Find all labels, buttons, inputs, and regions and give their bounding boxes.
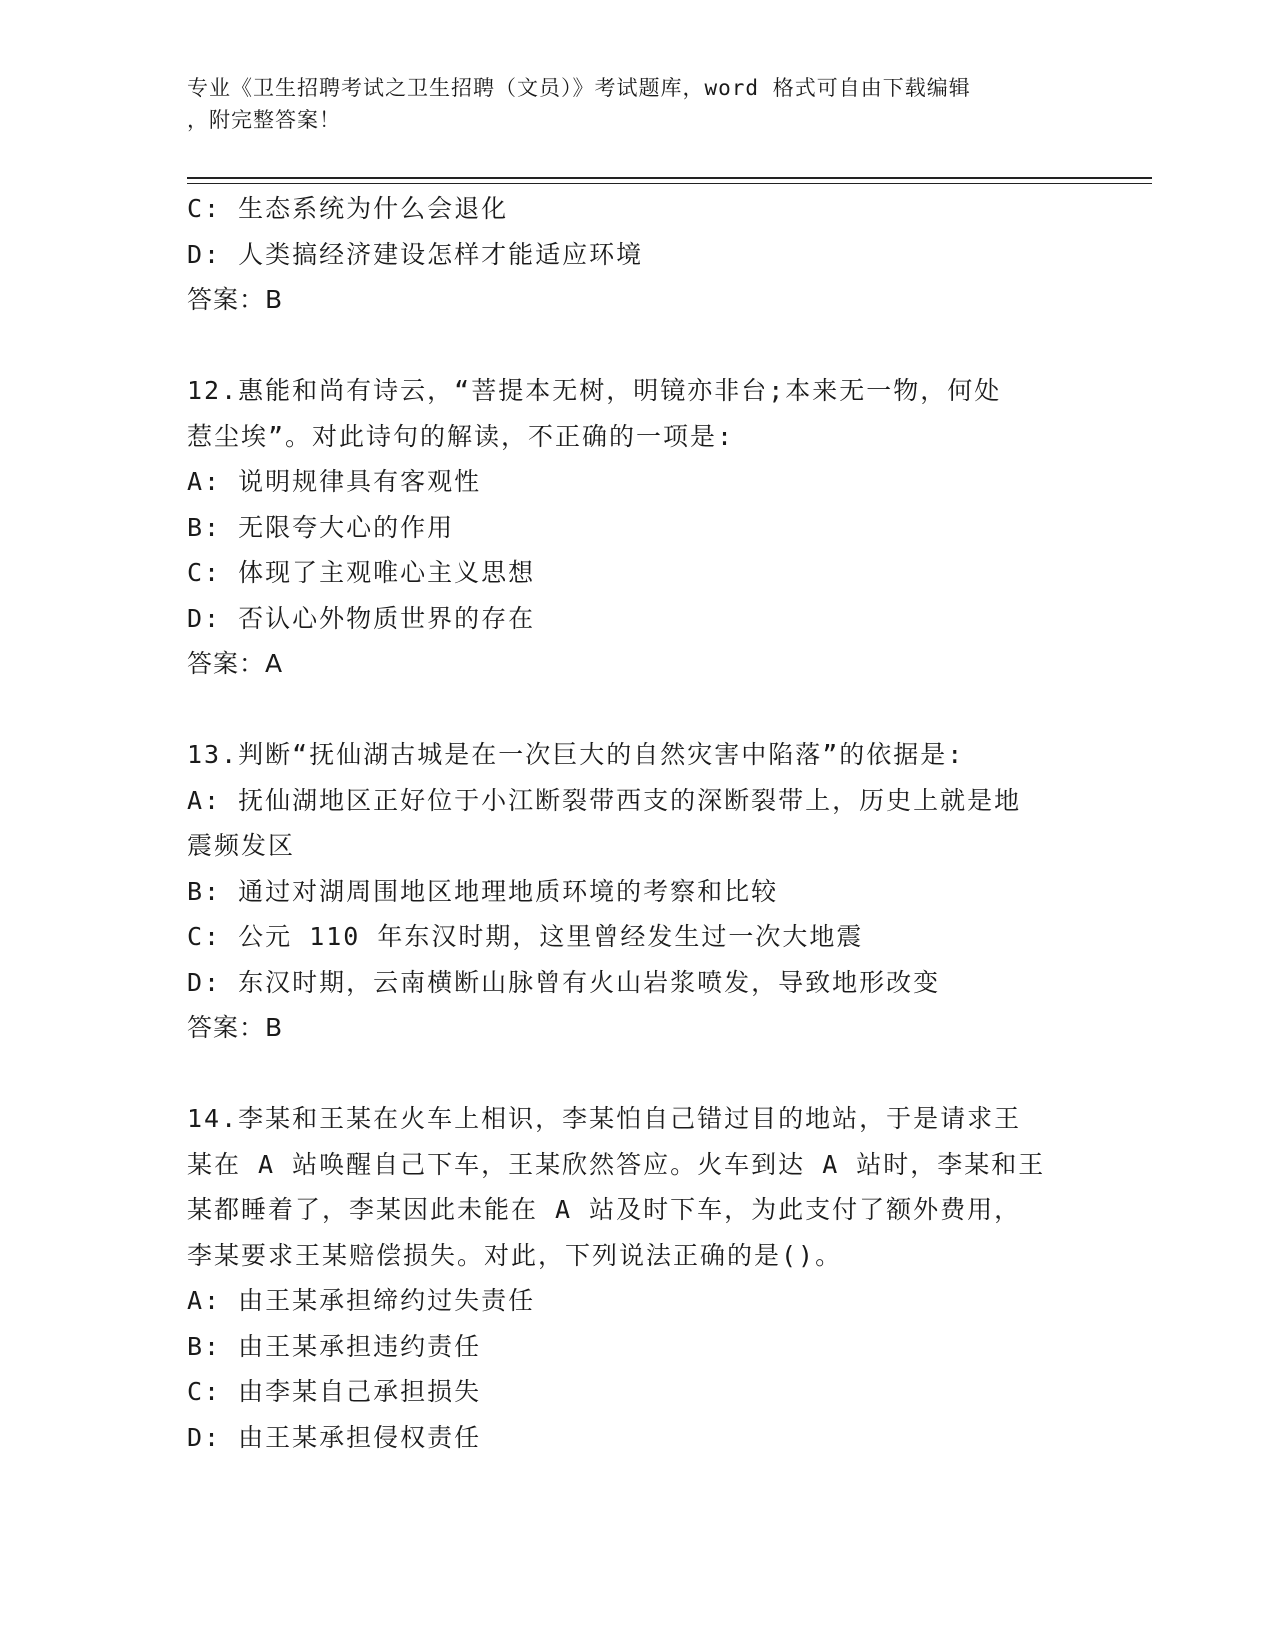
question-13 — [187, 732, 1087, 1051]
question-stem: 某都睡着了，李某因此未能在 A 站及时下车，为此支付了额外费用， — [187, 1195, 1022, 1224]
question-stem: 某在 A 站唤醒自己下车，王某欣然答应。火车到达 A 站时，李某和王 — [187, 1149, 1046, 1179]
option-c: C: 公元 110 年东汉时期，这里曾经发生过一次大地震 — [187, 922, 864, 951]
spacer — [187, 1051, 1087, 1097]
option-d: D: 东汉时期，云南横断山脉曾有火山岩浆喷发，导致地形改变 — [187, 967, 941, 997]
option-a: A: 抚仙湖地区正好位于小江断裂带西支的深断裂带上，历史上就是地 — [187, 785, 1022, 815]
option-d: D: 由王某承担侵权责任 — [187, 1422, 482, 1452]
spacer — [187, 687, 1087, 733]
option-c: C: 生态系统为什么会退化 — [187, 194, 509, 223]
option-a: A: 由王某承担缔约过失责任 — [187, 1286, 536, 1315]
question-11-tail — [187, 186, 1087, 323]
option-c: C: 由李某自己承担损失 — [187, 1377, 482, 1406]
answer-label: 答案：B — [187, 1013, 284, 1042]
header-divider-thin — [187, 183, 1152, 184]
option-b: B: 通过对湖周围地区地理地质环境的考察和比较 — [187, 876, 779, 906]
option-b: B: 无限夸大心的作用 — [187, 512, 455, 542]
question-stem: 李某要求王某赔偿损失。对此，下列说法正确的是()。 — [187, 1240, 843, 1270]
answer-label: 答案：A — [187, 649, 284, 678]
question-12 — [187, 368, 1087, 687]
option-c: C: 体现了主观唯心主义思想 — [187, 558, 536, 587]
document-header — [187, 72, 1067, 136]
question-stem: 惹尘埃”。对此诗句的解读，不正确的一项是: — [187, 421, 735, 451]
answer-label: 答案：B — [187, 285, 284, 314]
document-body — [187, 186, 1087, 1460]
question-stem: 13.判断“抚仙湖古城是在一次巨大的自然灾害中陷落”的依据是: — [187, 740, 965, 769]
question-stem: 12.惠能和尚有诗云，“菩提本无树，明镜亦非台;本来无一物，何处 — [187, 376, 1002, 405]
option-d: D: 人类搞经济建设怎样才能适应环境 — [187, 239, 644, 269]
header-line-2: ，附完整答案！ — [187, 108, 341, 132]
header-line-1: 专业《卫生招聘考试之卫生招聘（文员）》考试题库，word 格式可自由下载编辑 — [187, 76, 971, 100]
option-d: D: 否认心外物质世界的存在 — [187, 603, 536, 633]
question-stem: 14.李某和王某在火车上相识，李某怕自己错过目的地站，于是请求王 — [187, 1104, 1022, 1133]
option-a: A: 说明规律具有客观性 — [187, 467, 482, 496]
option-b: B: 由王某承担违约责任 — [187, 1331, 482, 1361]
question-14 — [187, 1096, 1087, 1460]
option-a-continued: 震频发区 — [187, 831, 296, 860]
header-divider-thick — [187, 177, 1152, 179]
spacer — [187, 323, 1087, 369]
